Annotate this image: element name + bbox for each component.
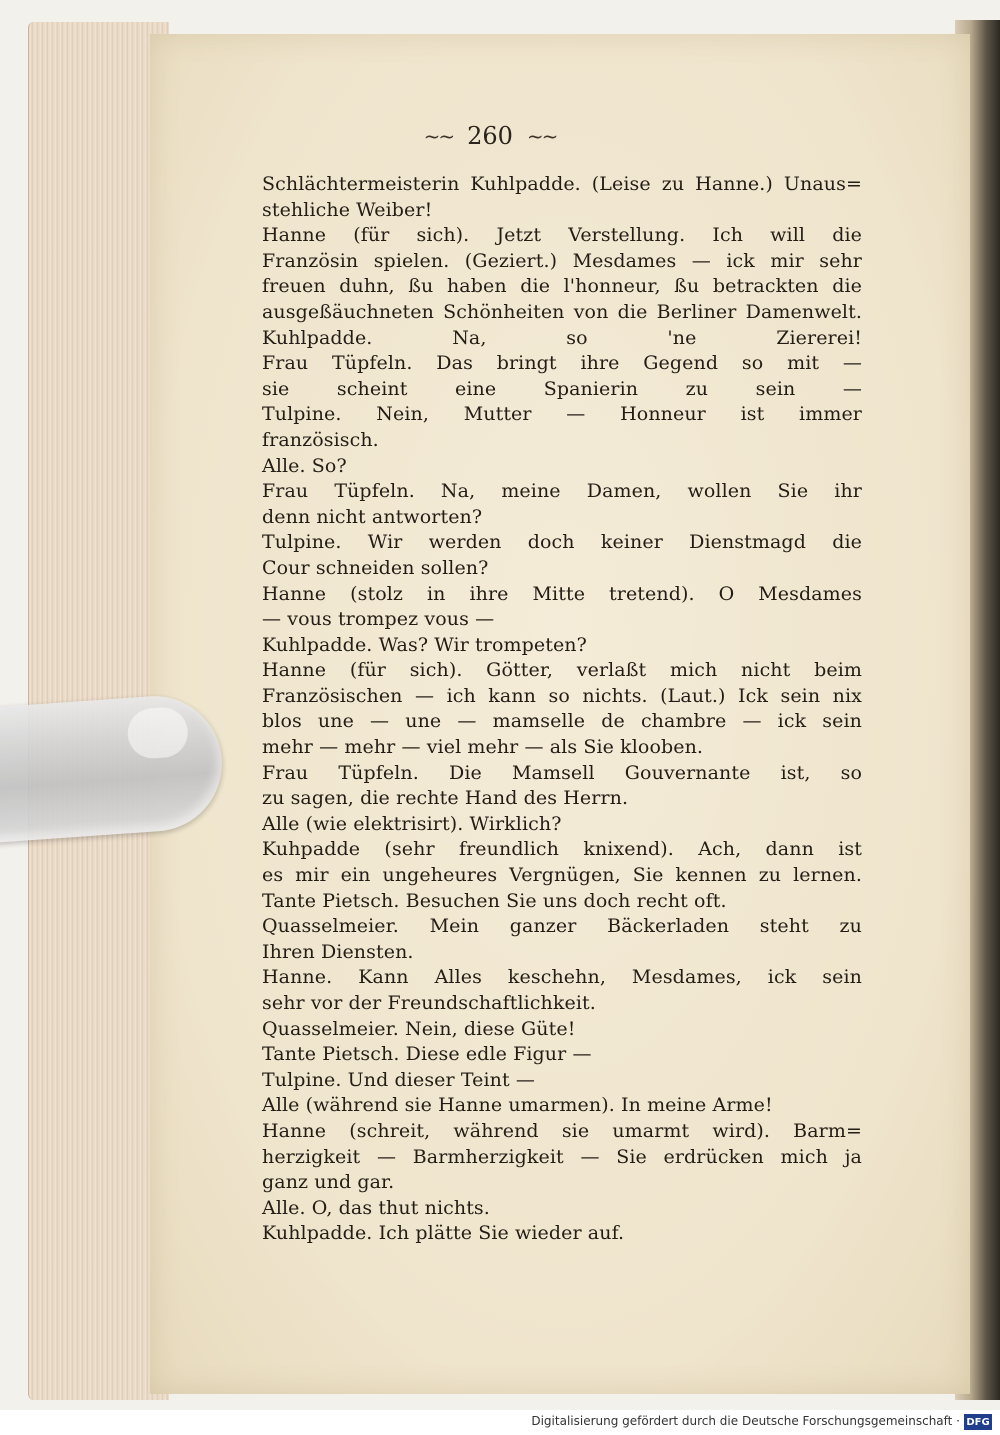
text-line: Tante Pietsch. Besuchen Sie uns doch recht oft. — [262, 889, 727, 912]
text-line: Kuhlpadde. Na, so 'ne Ziererei! — [262, 326, 862, 349]
page-number: 260 — [467, 122, 513, 150]
text-line: Quasselmeier. Nein, diese Güte! — [262, 1017, 576, 1040]
thumb-nail-highlight — [126, 706, 189, 760]
text-line: Alle. So? — [262, 454, 347, 477]
text-line: Hanne. Kann Alles keschehn, Mesdames, ick sein — [262, 966, 862, 989]
text-line: sie scheint eine Spanierin zu sein — — [262, 377, 862, 400]
text-line: sehr vor der Freundschaftlichkeit. — [262, 992, 596, 1014]
text-line: Frau Tüpfeln. Das bringt ihre Gegend so mit — — [262, 352, 862, 375]
text-line: Tulpine. Und dieser Teint — — [262, 1068, 535, 1091]
text-line: Hanne (stolz in ihre Mitte tretend). O Mesdames — [262, 582, 862, 605]
text-line: Alle. O, das thut nichts. — [262, 1196, 490, 1219]
text-line: Französischen — ich kann so nichts. (Laut.) Ick sein nix — [262, 684, 862, 707]
text-line: französisch. — [262, 428, 379, 451]
ornament-right: ~~ — [526, 124, 557, 148]
text-line: Cour schneiden sollen? — [262, 556, 489, 579]
text-line: ganz und gar. — [262, 1171, 395, 1194]
text-line: Kuhpadde (sehr freundlich knixend). Ach, dann ist — [262, 838, 862, 861]
digitization-credit: Digitalisierung gefördert durch die Deutsche Forschungsgemeinschaft · — [531, 1414, 960, 1428]
text-line: Ihren Diensten. — [262, 940, 414, 963]
text-line: Hanne (schreit, während sie umarmt wird). Barm= — [262, 1119, 862, 1142]
text-line: es mir ein ungeheures Vergnügen, Sie kennen zu lernen. — [262, 864, 862, 887]
text-line: Tante Pietsch. Diese edle Figur — — [262, 1043, 592, 1066]
play-text — [262, 172, 862, 1247]
text-line: Schlächtermeisterin Kuhlpadde. (Leise zu Hanne.) Unaus= — [262, 173, 862, 195]
text-line: Französin spielen. (Geziert.) Mesdames — ick mir sehr — [262, 249, 862, 272]
page-header — [330, 116, 650, 156]
text-line: Alle (wie elektrisirt). Wirklich? — [262, 812, 562, 835]
dfg-logo: DFG — [964, 1414, 992, 1430]
text-line: Quasselmeier. Mein ganzer Bäckerladen steht zu — [262, 915, 862, 938]
text-line: Hanne (für sich). Jetzt Verstellung. Ich will die — [262, 224, 862, 247]
text-line: denn nicht antworten? — [262, 505, 483, 528]
text-line: Frau Tüpfeln. Die Mamsell Gouvernante ist, so — [262, 761, 862, 784]
ornament-left: ~~ — [423, 124, 454, 148]
text-line: Frau Tüpfeln. Na, meine Damen, wollen Sie ihr — [262, 480, 862, 503]
text-line: Kuhlpadde. Was? Wir trompeten? — [262, 633, 587, 656]
text-line: stehliche Weiber! — [262, 198, 433, 221]
text-line: mehr — mehr — viel mehr — als Sie klooben. — [262, 736, 704, 759]
text-line: herzigkeit — Barmherzigkeit — Sie erdrücken mich ja — [262, 1145, 862, 1168]
text-line: blos une — une — mamselle de chambre — ick sein — [262, 710, 862, 733]
text-line: freuen duhn, ßu haben die l'honneur, ßu betrackten die — [262, 275, 862, 298]
text-line: — vous trompez vous — — [262, 608, 495, 631]
text-line: Alle (während sie Hanne umarmen). In meine Arme! — [262, 1094, 773, 1117]
text-line: ausgeßäuchneten Schönheiten von die Berliner Damenwelt. — [262, 300, 862, 323]
text-line: Tulpine. Nein, Mutter — Honneur ist immer — [262, 403, 862, 426]
text-line: Tulpine. Wir werden doch keiner Dienstmagd die — [262, 531, 862, 554]
text-line: Kuhlpadde. Ich plätte Sie wieder auf. — [262, 1222, 625, 1245]
text-line: zu sagen, die rechte Hand des Herrn. — [262, 787, 629, 810]
text-line: Hanne (für sich). Götter, verlaßt mich nicht beim — [262, 659, 862, 682]
